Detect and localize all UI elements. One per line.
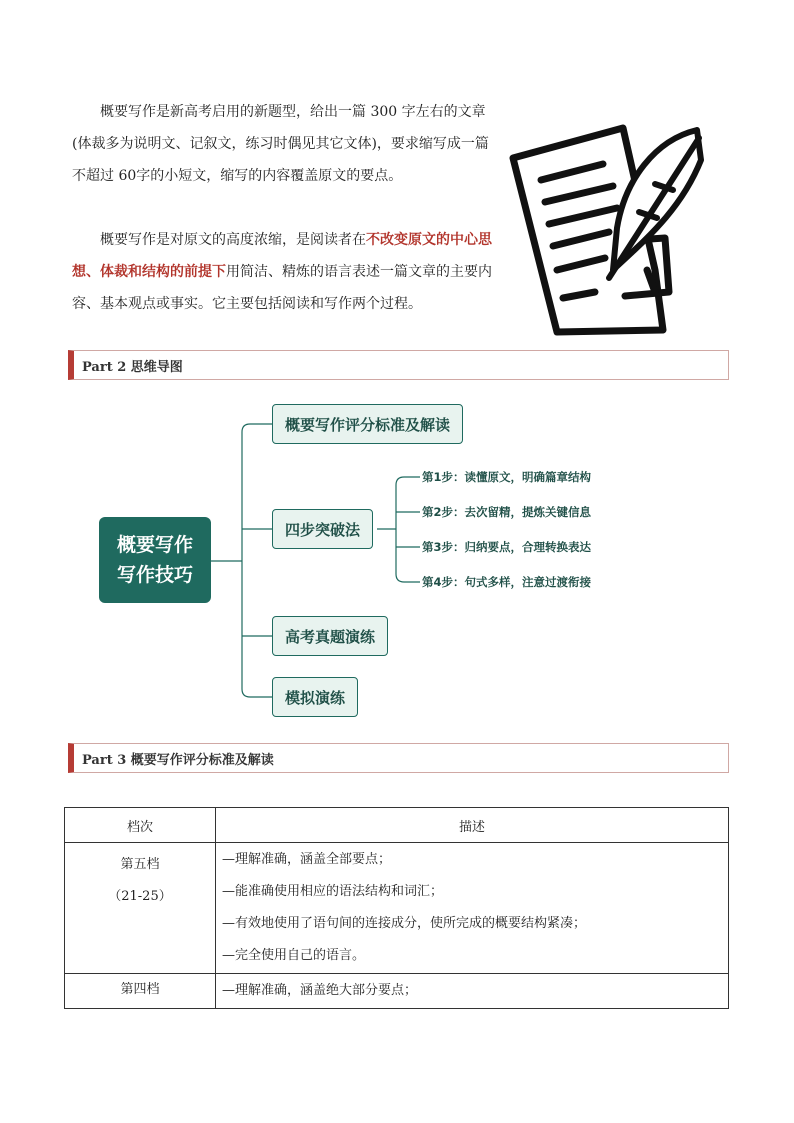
mindmap-root [99, 517, 211, 603]
intro-text-1: 概要写作是新高考启用的新题型，给出一篇 300 字左右的文章(体裁多为说明文、记叙文，练习时偶见其它文体)，要求缩写成一篇不超过 60字的小短文，缩写的内容覆盖原文的要点。 [72, 104, 489, 184]
mindmap-root-line-1: 概要写作 [116, 534, 193, 556]
level-range: （21-25） [108, 889, 172, 904]
mindmap-step-3: 第3步：归纳要点，合理转换表达 [422, 540, 591, 554]
table-row [65, 843, 729, 974]
level-name: 第五档 [120, 857, 160, 872]
table-row [65, 974, 729, 1009]
level-cell [65, 843, 216, 974]
part2-title: Part 2 思维导图 [82, 359, 183, 375]
description-cell [216, 974, 729, 1009]
part3-title: Part 3 概要写作评分标准及解读 [82, 752, 274, 768]
table-header-row [65, 808, 729, 843]
description-item: —能准确使用相应的语法结构和词汇； [222, 884, 444, 899]
level-cell [65, 974, 216, 1009]
part3-header [68, 743, 729, 773]
scoring-table [64, 807, 729, 1009]
header-level: 档次 [65, 808, 216, 843]
description-item: —有效地使用了语句间的连接成分，使所完成的概要结构紧凑； [222, 916, 587, 931]
level-name: 第四档 [120, 982, 160, 997]
description-item: —理解准确，涵盖绝大部分要点； [222, 983, 418, 998]
mindmap-branch-real-exams: 高考真题演练 [272, 616, 388, 656]
header-description: 描述 [216, 808, 729, 843]
intro-text-2: 概要写作是对原文的高度浓缩，是阅读者在不改变原文的中心思想、体裁和结构的前提下用简洁、精炼的语言表述一篇文章的主要内容、基本观点或事实。它主要包括阅读和写作两个过程。 [72, 232, 492, 312]
highlight-text: 不改变原文的中心思想、体裁和结构的前提下 [72, 232, 492, 280]
mindmap-step-1: 第1步：读懂原文，明确篇章结构 [422, 470, 591, 484]
mindmap-step-2: 第2步：去次留精，提炼关键信息 [422, 505, 591, 519]
mindmap-step-4: 第4步：句式多样，注意过渡衔接 [422, 575, 591, 589]
mindmap-branch-four-steps: 四步突破法 [272, 509, 373, 549]
mindmap-branch-scoring: 概要写作评分标准及解读 [272, 404, 463, 444]
mindmap-root-line-2: 写作技巧 [116, 564, 193, 586]
mindmap-branch-mock-practice: 模拟演练 [272, 677, 358, 717]
description-cell [216, 843, 729, 974]
description-item: —理解准确，涵盖全部要点； [222, 852, 392, 867]
description-item: —完全使用自己的语言。 [222, 948, 366, 963]
